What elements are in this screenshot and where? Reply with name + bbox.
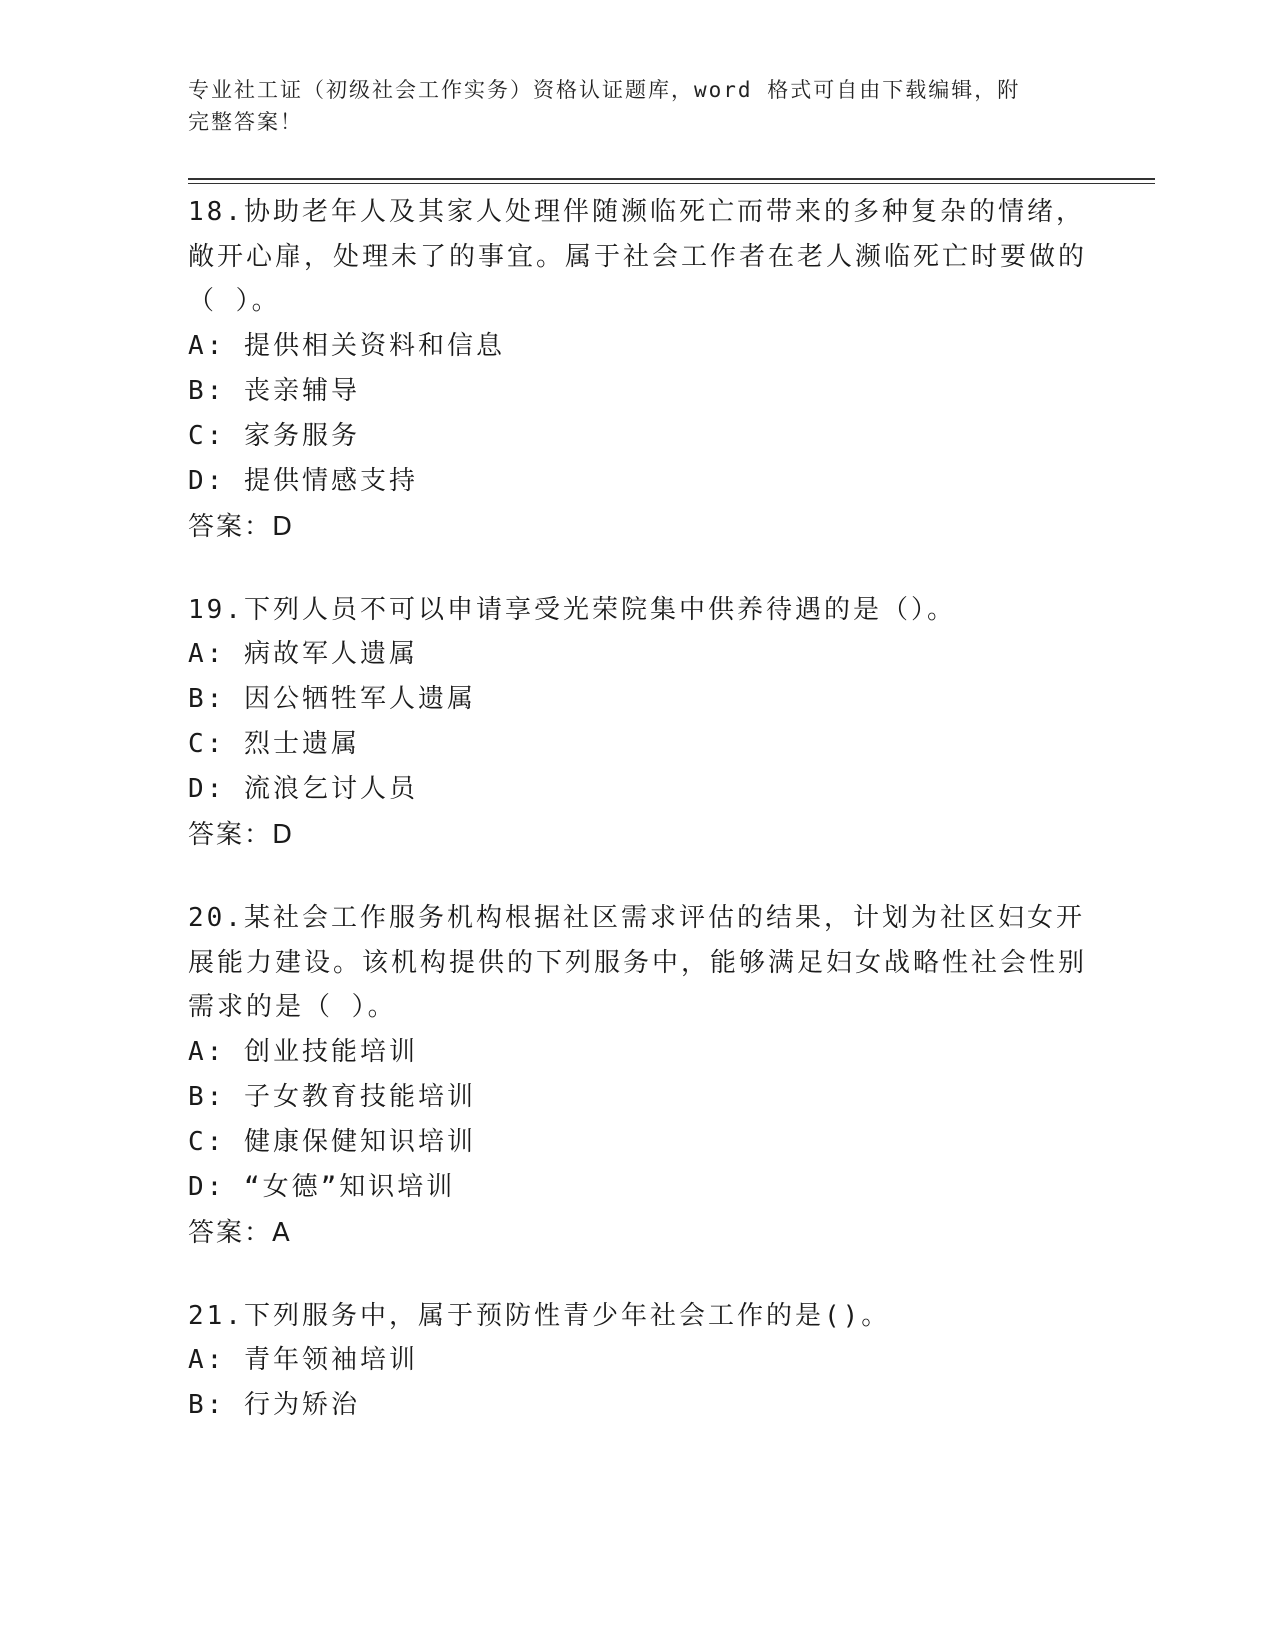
option-b: B: 丧亲辅导: [188, 375, 360, 406]
answer-line: 答案：D: [188, 511, 295, 542]
question-18: [188, 190, 1088, 550]
header-divider-thin: [188, 183, 1155, 184]
answer-line: 答案：A: [188, 1217, 292, 1248]
question-stem: 20.某社会工作服务机构根据社区需求评估的结果，计划为社区妇女开展能力建设。该机构提供的下列服务中，能够满足妇女战略性社会性别需求的是（ ）。: [188, 903, 1088, 1022]
option-a: A: 提供相关资料和信息: [188, 330, 505, 361]
option-b: B: 因公牺牲军人遗属: [188, 684, 476, 714]
question-list: [188, 190, 1088, 1466]
option-c: C: 健康保健知识培训: [188, 1126, 476, 1157]
option-d: D: “女德”知识培训: [188, 1171, 456, 1202]
question-stem: 19.下列人员不可以申请享受光荣院集中供养待遇的是（）。: [188, 594, 956, 625]
option-b: B: 行为矫治: [188, 1390, 360, 1420]
option-a: A: 病故军人遗属: [188, 639, 418, 669]
question-21: [188, 1294, 1088, 1429]
question-20: [188, 896, 1088, 1256]
option-c: C: 家务服务: [188, 420, 360, 451]
option-a: A: 青年领袖培训: [188, 1345, 418, 1375]
question-stem: 18.协助老年人及其家人处理伴随濒临死亡而带来的多种复杂的情绪，敞开心扉，处理未了的事宜。属于社会工作者在老人濒临死亡时要做的（ ）。: [188, 197, 1088, 316]
option-b: B: 子女教育技能培训: [188, 1081, 476, 1112]
option-d: D: 提供情感支持: [188, 465, 418, 496]
header-line-1: 专业社工证（初级社会工作实务）资格认证题库，word 格式可自由下载编辑，附: [188, 78, 1021, 102]
answer-line: 答案：D: [188, 820, 295, 850]
option-d: D: 流浪乞讨人员: [188, 774, 418, 804]
header-divider-thick: [188, 178, 1155, 180]
question-stem: 21.下列服务中，属于预防性青少年社会工作的是()。: [188, 1300, 891, 1331]
option-a: A: 创业技能培训: [188, 1036, 418, 1067]
header-line-2: 完整答案！: [188, 110, 303, 134]
document-header: [188, 74, 1068, 138]
question-19: [188, 588, 1088, 859]
option-c: C: 烈士遗属: [188, 729, 360, 759]
